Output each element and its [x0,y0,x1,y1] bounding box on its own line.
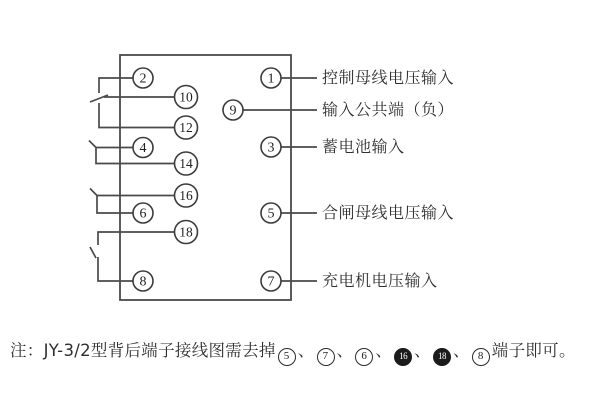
separator: 、 [297,341,315,360]
separator: 、 [336,341,354,360]
label-battery-input: 蓄电池输入 [322,137,405,156]
contact-blade-a [90,95,108,102]
footnote-prefix: 注：JY-3/2型背后端子接线图需去掉 [10,341,276,360]
footnote-terminal-7-chip: 7 [317,348,335,366]
wire-terminal-18 [98,232,175,245]
label-input-common-negative: 输入公共端（负） [322,100,455,119]
footnote-terminal-18-chip: 18 [433,348,451,366]
separator: 、 [414,341,431,360]
label-closing-bus-voltage-input: 合闸母线电压输入 [322,203,455,222]
footnote [10,337,595,366]
terminal-2-num: 2 [139,71,147,87]
terminal-6-num: 6 [139,206,147,222]
wire-terminal-6 [97,196,133,214]
terminal-numbers-2digit [179,90,193,240]
terminal-3-num: 3 [267,140,275,156]
relay-outline-box [120,55,291,300]
footnote-terminal-8-chip: 8 [472,348,490,366]
wire-terminal-12 [99,103,175,128]
label-charger-voltage-input: 充电机电压输入 [322,271,438,290]
terminal-5-num: 5 [267,206,275,222]
terminal-9-num: 9 [229,103,237,119]
contact-blade-b [89,141,96,148]
terminal-18-num: 18 [179,224,193,240]
terminal-10-num: 10 [179,89,193,105]
contact-blade-c [90,189,97,196]
footnote-terminal-6-chip: 6 [355,348,373,366]
label-control-bus-voltage-input: 控制母线电压输入 [322,68,455,87]
terminal-16-num: 16 [179,188,193,203]
terminal-14-num: 14 [179,156,193,171]
separator: 、 [452,341,470,360]
terminal-12-num: 12 [179,120,193,135]
footnote-suffix: 端子即可。 [491,341,576,360]
terminal-4-num: 4 [139,141,147,156]
terminal-circles [133,68,281,291]
footnote-terminal-5-chip: 5 [278,348,296,366]
wire-terminal-8 [98,257,133,281]
terminal-numbers [140,72,275,290]
contact-blade-d [90,247,96,258]
terminal-7-num: 7 [267,274,275,290]
separator: 、 [375,341,393,360]
terminal-8-num: 8 [139,274,147,290]
wires [89,78,317,281]
terminal-1-num: 1 [267,71,275,87]
wire-terminal-2 [99,78,133,93]
footnote-terminal-16-chip: 16 [394,348,412,366]
